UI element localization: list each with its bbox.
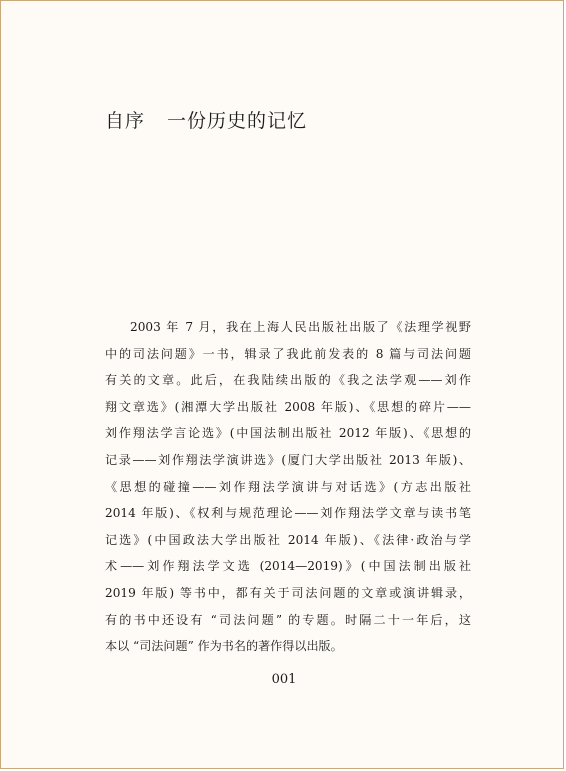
- body-paragraph: [105, 314, 471, 660]
- paragraph-line: 2019 年版) 等书中，都有关于司法问题的文章或演讲辑录，: [105, 585, 471, 600]
- paragraph-line: 2014 年版)、《权利与规范理论——刘作翔法学文章与读书笔: [105, 506, 471, 521]
- paragraph-line: 有关的文章。此后，在我陆续出版的《我之法学观——刘作: [105, 373, 471, 388]
- paragraph-line: 翔文章选》(湘潭大学出版社 2008 年版)、《思想的碎片——: [105, 399, 471, 414]
- paragraph-line: 中的司法问题》一书，辑录了我此前发表的 8 篇与司法问题: [105, 346, 471, 361]
- paragraph-line: 2003 年 7 月，我在上海人民出版社出版了《法理学视野: [130, 320, 471, 334]
- paragraph-line: 术——刘作翔法学文选 (2014—2019)》(中国法制出版社: [105, 559, 471, 574]
- paragraph-line: 《思想的碰撞——刘作翔法学演讲与对话选》(方志出版社: [105, 479, 471, 494]
- chapter-title-prefix: 自序: [105, 110, 146, 132]
- paragraph-line: 刘作翔法学言论选》(中国法制出版社 2012 年版)、《思想的: [105, 426, 471, 441]
- chapter-title: [105, 106, 307, 133]
- paragraph-line: 本以 “司法问题” 作为书名的著作得以出版。: [105, 639, 343, 654]
- paragraph-line: 记录——刘作翔法学演讲选》(厦门大学出版社 2013 年版)、: [105, 452, 471, 467]
- paragraph-line: 有的书中还设有 “司法问题” 的专题。时隔二十一年后，这: [105, 612, 471, 627]
- paragraph-line: 记选》(中国政法大学出版社 2014 年版)、《法律·政治与学: [105, 532, 471, 547]
- page-number: 001: [271, 672, 297, 687]
- chapter-title-main: 一份历史的记忆: [167, 110, 308, 132]
